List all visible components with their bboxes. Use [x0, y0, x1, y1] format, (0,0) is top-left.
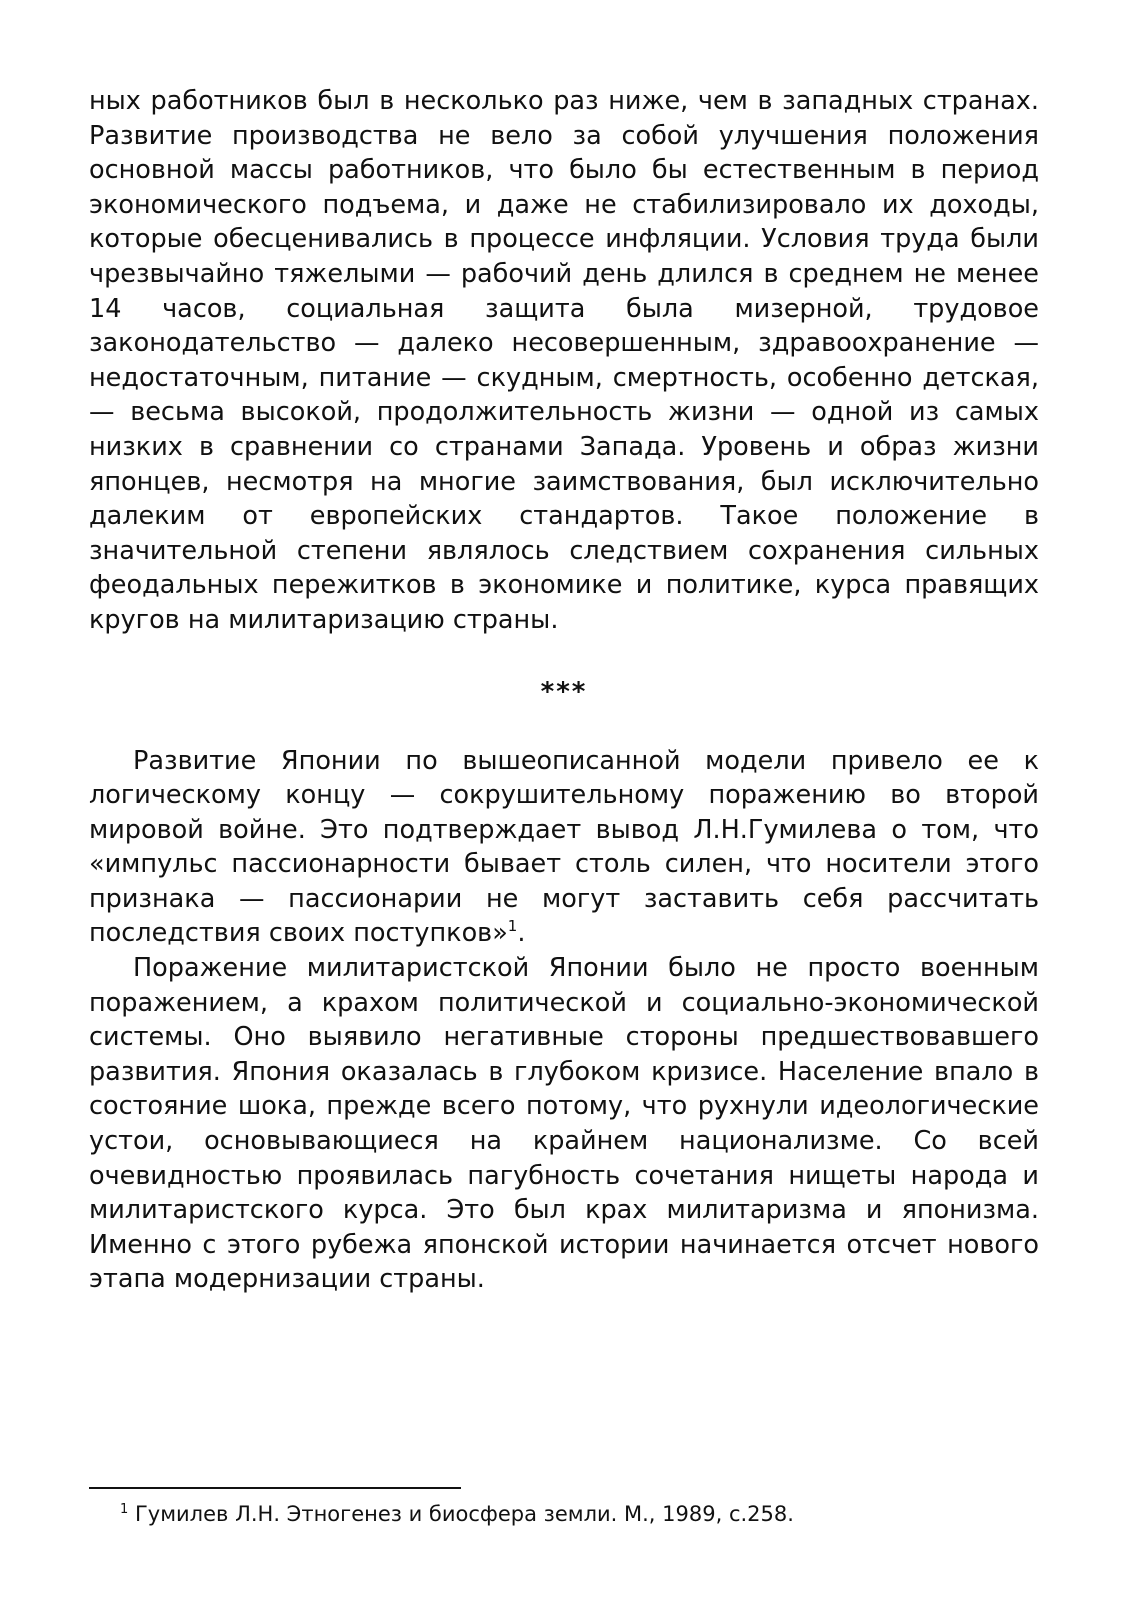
section-separator: *** [540, 676, 588, 707]
paragraph-militarism-collapse: Поражение милитаристской Японии было не просто военным поражением, а крахом политической и социально-экономической системы. Оно выявило негативные стороны предшествовавшего развития. Япония оказалась в глубоком кризисе. Население впало в состояние шока, прежде всего потому, что рухнули идеологические устои, основывающиеся на крайнем национализме. Со всей очевидностью проявилась пагубность сочетания нищеты народа и милитаристского курса. Это был крах милитаризма и японизма. Именно с этого рубежа японской истории начинается отсчет нового этапа модернизации страны. [89, 953, 1039, 1295]
footnote-text: Гумилев Л.Н. Этногенез и биосфера земли. М., 1989, с.258. [128, 1502, 794, 1526]
paragraph-japan-defeat-text: Развитие Японии по вышеописанной модели привело ее к логическому концу — сокрушительному поражению во второй мировой войне. Это подтверждает вывод Л.Н.Гумилева о том, что «импульс пассионарности бывает столь силен, что носители этого признака — пассионарии не могут заставить себя рассчитать последствия своих поступков» [89, 745, 1039, 949]
footnote [120, 1500, 1020, 1528]
paragraph-japan-defeat [89, 744, 1039, 952]
paragraph-continued: ных работников был в несколько раз ниже, чем в западных странах. Развитие производства не вело за собой улучшения положения основной массы работников, что было бы естественным в период экономического подъема, и даже не стабилизировало их доходы, которые обесценивались в процессе инфляции. Условия труда были чрезвычайно тяжелыми — рабочий день длился в среднем не менее 14 часов, социальная защита была мизерной, трудовое законодательство — далеко несовершенным, здравоохранение — недостаточным, питание — скудным, смертность, особенно детская, — весьма высокой, продолжительность жизни — одной из самых низких в сравнении со странами Запада. Уровень и образ жизни японцев, несмотря на многие заимствования, был исключительно далеким от европейских стандартов. Такое положение в значительной степени являлось следствием сохранения сильных феодальных пережитков в экономике и политике, курса правящих кругов на милитаризацию страны. [89, 86, 1039, 635]
paragraph-japan-defeat-end: . [517, 918, 526, 949]
footnote-divider [89, 1487, 461, 1489]
footnote-mark: 1 [120, 1502, 129, 1517]
page-body [89, 84, 1039, 1297]
footnote-reference[interactable]: 1 [507, 917, 518, 936]
